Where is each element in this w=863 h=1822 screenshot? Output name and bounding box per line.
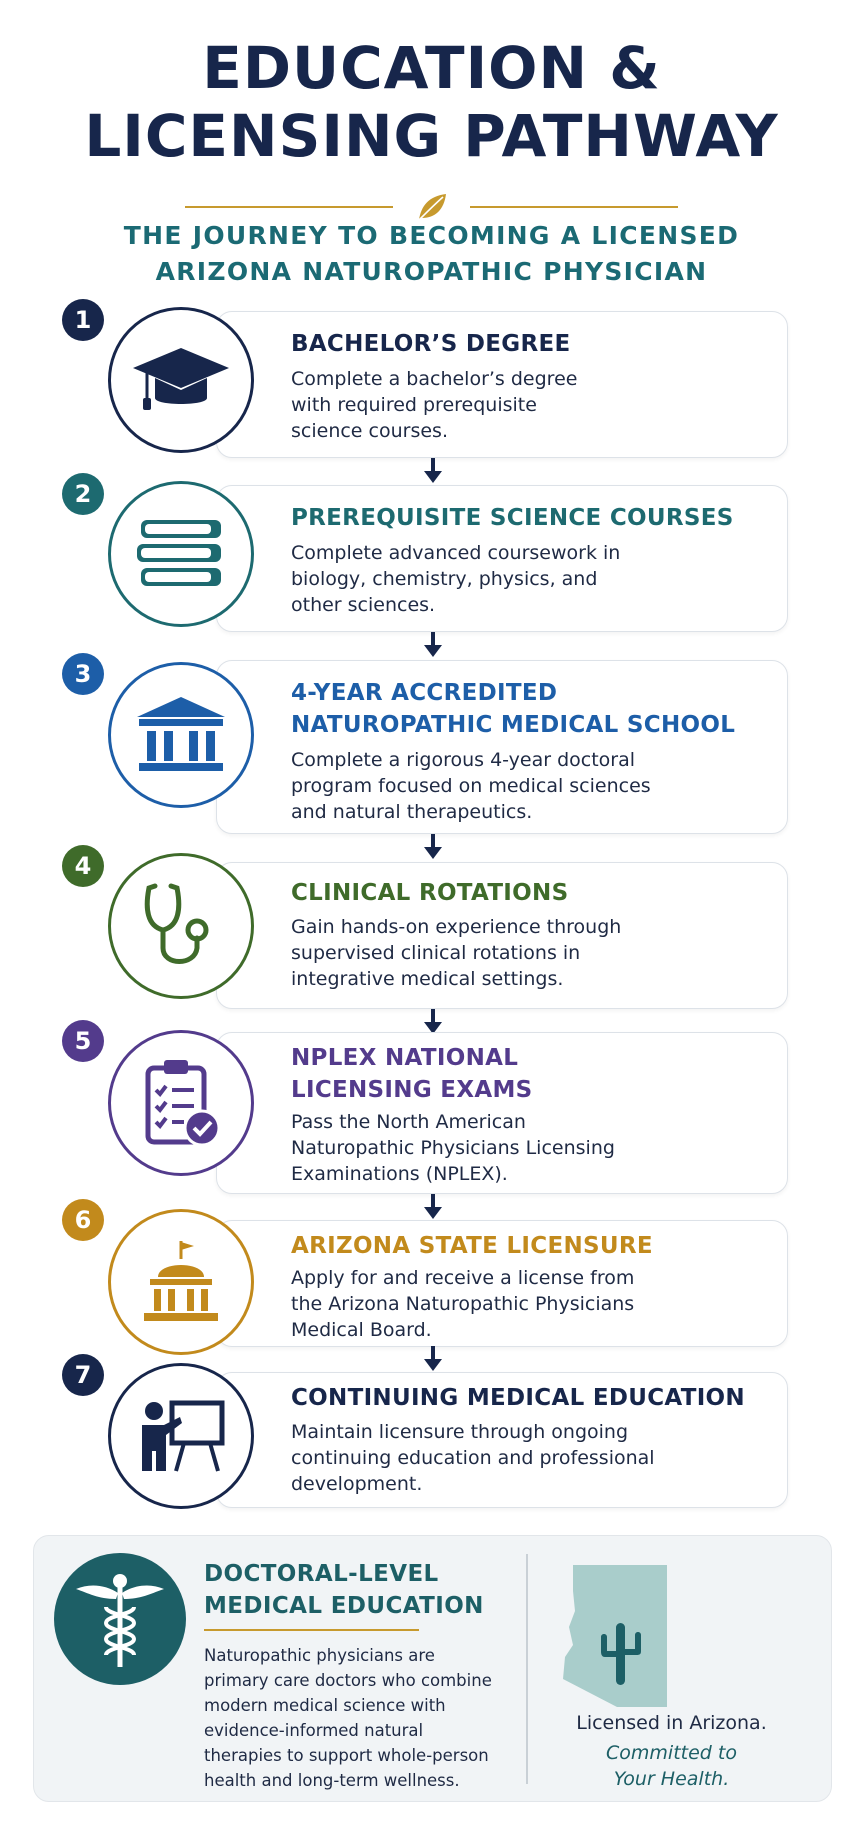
step-desc-line: Complete advanced coursework in bbox=[291, 542, 621, 564]
step-desc-line: and natural therapeutics. bbox=[291, 801, 533, 823]
step-number-badge: 6 bbox=[62, 1199, 104, 1241]
step-description bbox=[291, 540, 761, 618]
step-title bbox=[291, 1382, 781, 1414]
step-desc-line: Medical Board. bbox=[291, 1319, 432, 1341]
step-desc-line: Apply for and receive a license from bbox=[291, 1267, 635, 1289]
step-title bbox=[291, 1230, 781, 1262]
step-description bbox=[291, 366, 761, 444]
arrow-down-icon bbox=[422, 458, 444, 484]
step-number-badge: 3 bbox=[62, 653, 104, 695]
arrow-down-icon bbox=[422, 1194, 444, 1220]
teacher-board-icon bbox=[134, 1391, 228, 1481]
panel-title bbox=[204, 1558, 504, 1622]
graduation-cap-icon bbox=[131, 340, 231, 420]
step-title-line: NPLEX NATIONAL bbox=[291, 1045, 519, 1071]
step-desc-line: Complete a bachelor’s degree bbox=[291, 368, 578, 390]
step-desc-line: Examinations (NPLEX). bbox=[291, 1163, 508, 1185]
step-title bbox=[291, 328, 781, 360]
panel-desc-line: primary care doctors who combine bbox=[204, 1671, 492, 1690]
step-title-line: 4-YEAR ACCREDITED bbox=[291, 680, 558, 706]
step-desc-line: with required prerequisite bbox=[291, 394, 537, 416]
step-desc-line: continuing education and professional bbox=[291, 1447, 655, 1469]
panel-desc-line: modern medical science with bbox=[204, 1696, 446, 1715]
tagline-line: Your Health. bbox=[613, 1768, 730, 1790]
step-icon-circle bbox=[108, 307, 254, 453]
panel-desc-line: Naturopathic physicians are bbox=[204, 1646, 435, 1665]
arrow-down-icon bbox=[422, 834, 444, 860]
page-subtitle bbox=[0, 218, 863, 290]
clipboard-check-icon bbox=[136, 1056, 226, 1150]
step-desc-line: development. bbox=[291, 1473, 423, 1495]
licensed-in-arizona-text: Licensed in Arizona. bbox=[576, 1712, 767, 1734]
step-icon-circle bbox=[108, 1363, 254, 1509]
step-title-line: LICENSING EXAMS bbox=[291, 1077, 533, 1103]
step-description bbox=[291, 1265, 761, 1343]
step-desc-line: the Arizona Naturopathic Physicians bbox=[291, 1293, 635, 1315]
step-description bbox=[291, 747, 761, 825]
step-description bbox=[291, 1109, 761, 1187]
step-title bbox=[291, 877, 781, 909]
panel-desc-line: evidence-informed natural bbox=[204, 1721, 424, 1740]
step-number-badge: 7 bbox=[62, 1354, 104, 1396]
step-icon-circle bbox=[108, 1030, 254, 1176]
subtitle-line-2: ARIZONA NATUROPATHIC PHYSICIAN bbox=[155, 257, 708, 286]
university-building-icon bbox=[133, 693, 229, 777]
books-icon bbox=[133, 514, 229, 594]
stethoscope-icon bbox=[133, 878, 229, 974]
panel-desc-line: health and long-term wellness. bbox=[204, 1771, 460, 1790]
step-desc-line: Gain hands-on experience through bbox=[291, 916, 622, 938]
caduceus-badge bbox=[54, 1553, 186, 1685]
step-title-line: BACHELOR’S DEGREE bbox=[291, 331, 571, 357]
arrow-down-icon bbox=[422, 632, 444, 658]
capitol-building-icon bbox=[136, 1239, 226, 1325]
divider-line-left bbox=[185, 206, 393, 208]
panel-title-line: MEDICAL EDUCATION bbox=[204, 1593, 484, 1619]
step-number-badge: 4 bbox=[62, 845, 104, 887]
step-icon-circle bbox=[108, 853, 254, 999]
step-desc-line: Maintain licensure through ongoing bbox=[291, 1421, 629, 1443]
step-number-badge: 2 bbox=[62, 473, 104, 515]
step-title bbox=[291, 1042, 781, 1106]
step-number-badge: 5 bbox=[62, 1020, 104, 1062]
step-title bbox=[291, 502, 781, 534]
subtitle-line-1: THE JOURNEY TO BECOMING A LICENSED bbox=[123, 221, 740, 250]
arizona-map-icon bbox=[559, 1561, 679, 1711]
title-line-1: EDUCATION & bbox=[202, 34, 661, 102]
doctoral-education-panel bbox=[33, 1535, 832, 1802]
title-line-2: LICENSING PATHWAY bbox=[84, 102, 779, 170]
page-title bbox=[0, 34, 863, 170]
committed-tagline bbox=[539, 1740, 804, 1792]
step-title-line: ARIZONA STATE LICENSURE bbox=[291, 1233, 653, 1259]
panel-description bbox=[204, 1643, 504, 1793]
tagline-line: Committed to bbox=[606, 1742, 737, 1764]
step-title-line: NATUROPATHIC MEDICAL SCHOOL bbox=[291, 712, 736, 738]
step-desc-line: other sciences. bbox=[291, 594, 436, 616]
step-desc-line: science courses. bbox=[291, 420, 448, 442]
step-description bbox=[291, 1419, 761, 1497]
step-title-line: CONTINUING MEDICAL EDUCATION bbox=[291, 1385, 745, 1411]
step-desc-line: integrative medical settings. bbox=[291, 968, 564, 990]
step-desc-line: Naturopathic Physicians Licensing bbox=[291, 1137, 615, 1159]
panel-desc-line: therapies to support whole-person bbox=[204, 1746, 489, 1765]
panel-title-line: DOCTORAL-LEVEL bbox=[204, 1561, 439, 1587]
step-desc-line: program focused on medical sciences bbox=[291, 775, 651, 797]
step-desc-line: biology, chemistry, physics, and bbox=[291, 568, 598, 590]
step-desc-line: Pass the North American bbox=[291, 1111, 526, 1133]
step-icon-circle bbox=[108, 481, 254, 627]
panel-title-rule bbox=[204, 1629, 419, 1631]
step-icon-circle bbox=[108, 1209, 254, 1355]
panel-divider bbox=[526, 1554, 528, 1784]
step-title bbox=[291, 677, 781, 741]
step-title-line: PREREQUISITE SCIENCE COURSES bbox=[291, 505, 734, 531]
step-icon-circle bbox=[108, 662, 254, 808]
caduceus-icon bbox=[72, 1567, 168, 1671]
arrow-down-icon bbox=[422, 1346, 444, 1372]
step-desc-line: Complete a rigorous 4-year doctoral bbox=[291, 749, 636, 771]
divider-line-right bbox=[470, 206, 678, 208]
step-number-badge: 1 bbox=[62, 299, 104, 341]
step-desc-line: supervised clinical rotations in bbox=[291, 942, 581, 964]
step-title-line: CLINICAL ROTATIONS bbox=[291, 880, 569, 906]
step-description bbox=[291, 914, 761, 992]
